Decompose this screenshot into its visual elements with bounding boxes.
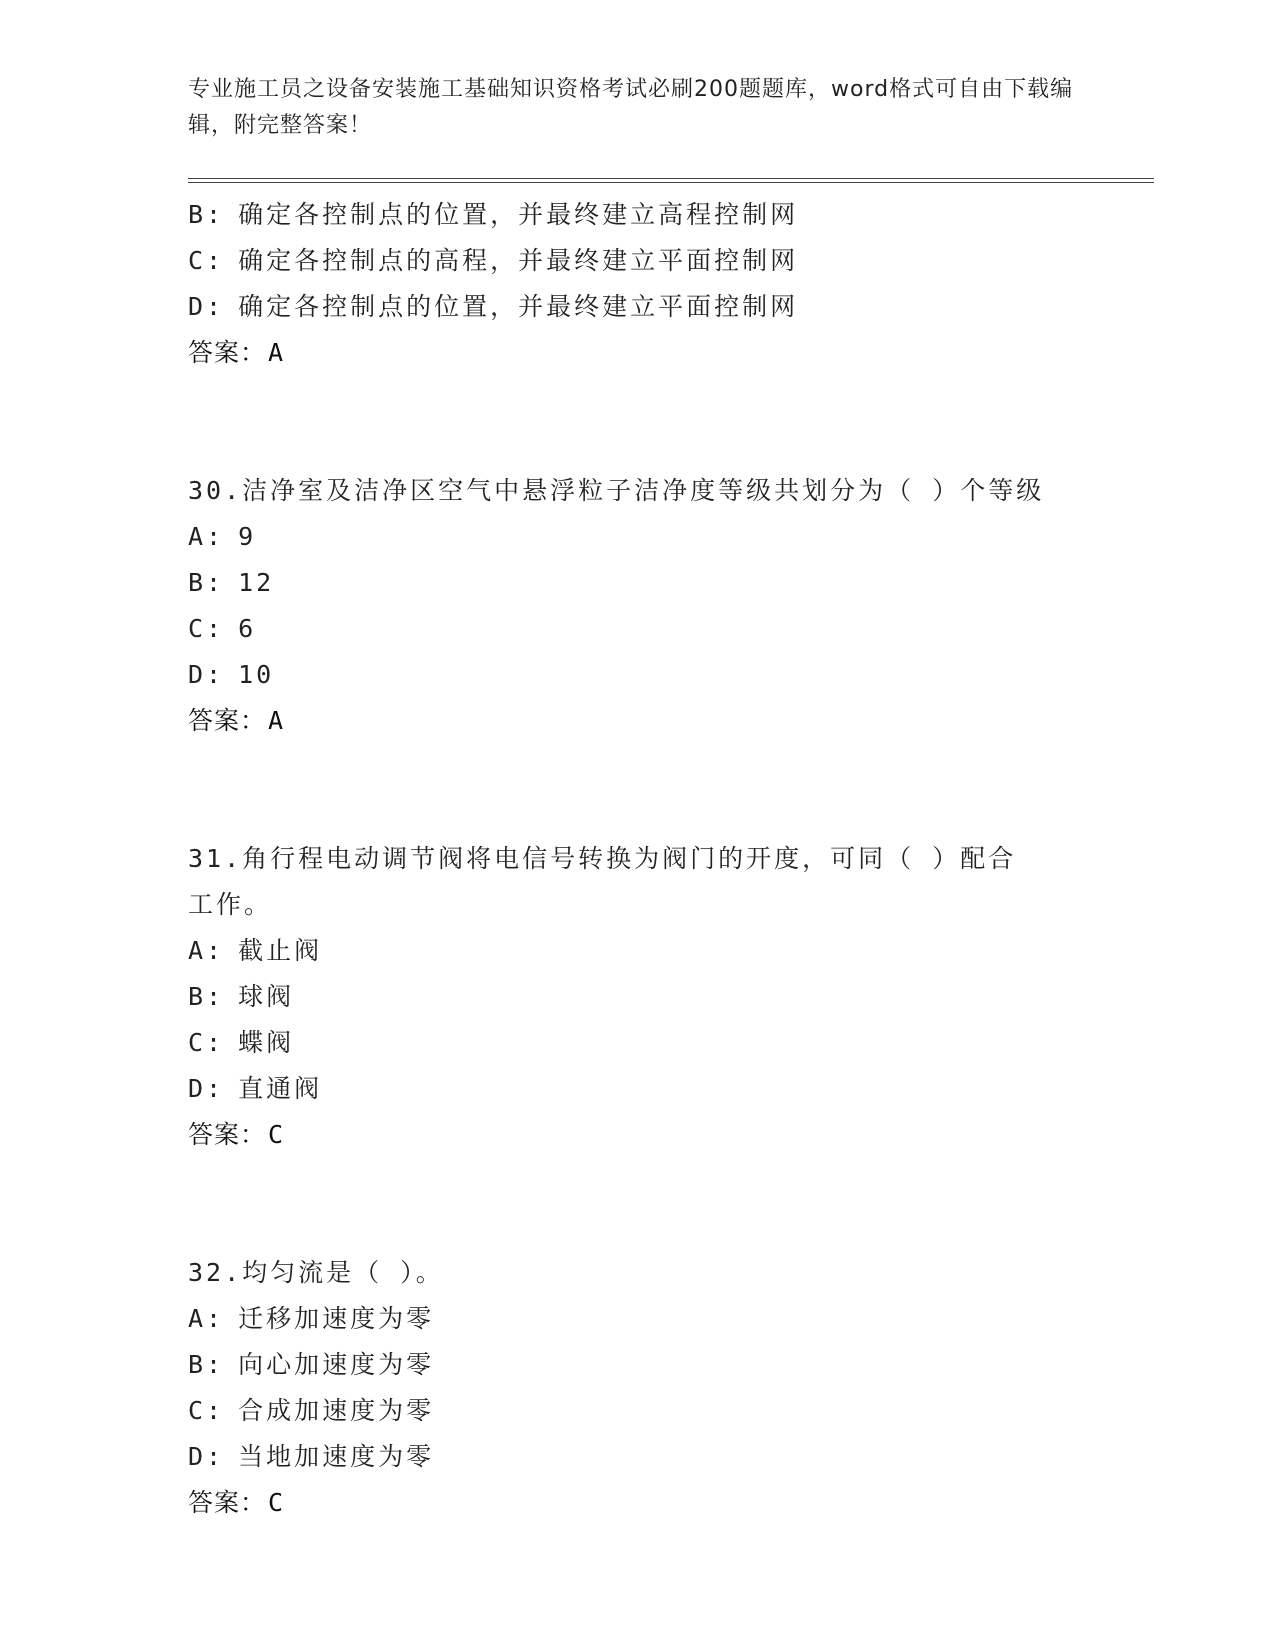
option-d: D: 确定各控制点的位置，并最终建立平面控制网	[188, 292, 799, 321]
header-divider-bottom	[188, 182, 1154, 183]
answer-line: 答案：C	[188, 1488, 285, 1517]
option-c: C: 合成加速度为零	[188, 1396, 435, 1425]
question-31	[188, 836, 1088, 1158]
document-header	[188, 72, 1088, 144]
option-d: D: 直通阀	[188, 1074, 323, 1103]
option-b: B: 确定各控制点的位置，并最终建立高程控制网	[188, 200, 799, 229]
option-a: A: 9	[188, 522, 257, 551]
option-a: A: 截止阀	[188, 936, 323, 965]
question-32	[188, 1250, 1088, 1526]
question-continuation	[188, 192, 1088, 376]
option-d: D: 10	[188, 660, 275, 689]
question-30	[188, 468, 1088, 744]
option-c: C: 6	[188, 614, 257, 643]
option-c: C: 确定各控制点的高程，并最终建立平面控制网	[188, 246, 799, 275]
header-divider-top	[188, 178, 1154, 179]
document-body	[188, 192, 1088, 1526]
question-stem: 30.洁净室及洁净区空气中悬浮粒子洁净度等级共划分为（ ）个等级	[188, 476, 1045, 505]
option-b: B: 12	[188, 568, 275, 597]
answer-line: 答案：A	[188, 706, 285, 735]
option-d: D: 当地加速度为零	[188, 1442, 435, 1471]
answer-line: 答案：A	[188, 338, 285, 367]
answer-line: 答案：C	[188, 1120, 285, 1149]
option-b: B: 向心加速度为零	[188, 1350, 435, 1379]
document-title: 专业施工员之设备安装施工基础知识资格考试必刷200题题库，word格式可自由下载编辑，附完整答案！	[188, 77, 1074, 138]
option-b: B: 球阀	[188, 982, 295, 1011]
option-c: C: 蝶阀	[188, 1028, 295, 1057]
option-a: A: 迁移加速度为零	[188, 1304, 435, 1333]
question-stem: 31.角行程电动调节阀将电信号转换为阀门的开度，可同（ ）配合工作。	[188, 844, 1017, 919]
question-stem: 32.均匀流是（ ）。	[188, 1258, 444, 1287]
